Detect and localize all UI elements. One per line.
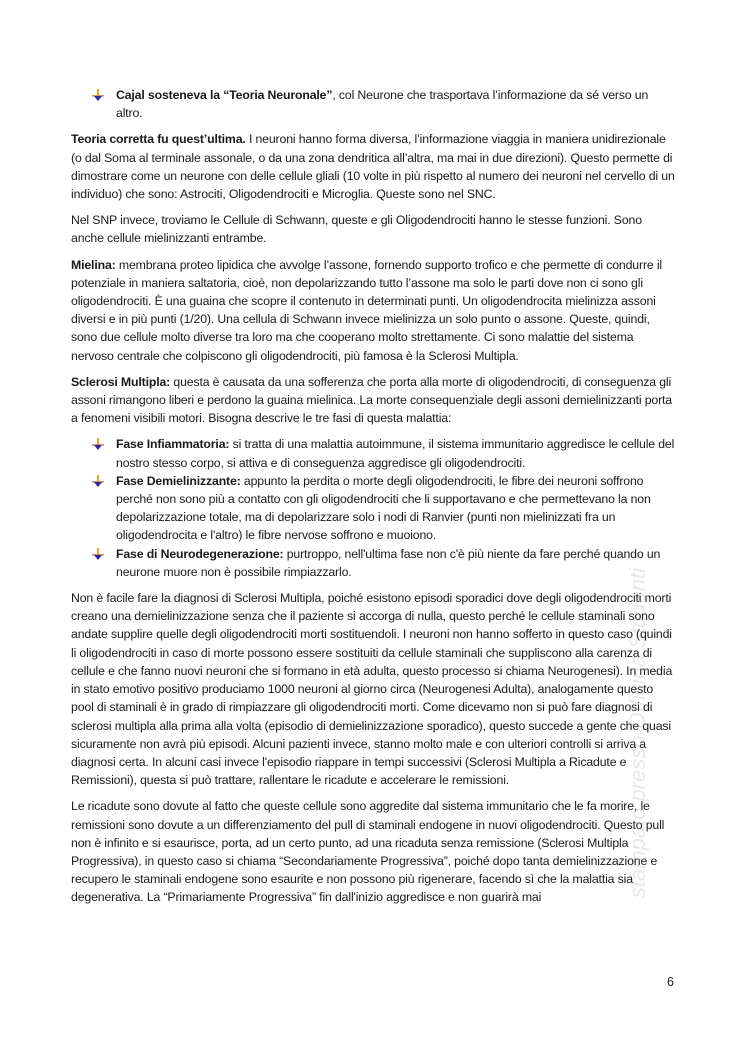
arrow-down-bullet-icon [92, 475, 104, 487]
paragraph-text: questa è causata da una sofferenza che porta alla morte di oligodendrociti, di conseguenza gli assoni rimangono liberi e perdono la guaina mielinica. La morte consequenziale degli assoni demielinizzanti porta a fenomeni visibili motori. Bisogna descrive le tre fasi di questa malattia: [71, 374, 672, 426]
watermark: stampato presso Officina Studenti [625, 567, 650, 899]
paragraph-diagnosi: Non è facile fare la diagnosi di Sclerosi Multipla, poiché esistono episodi sporadici dove degli oligodendrociti morti creano una demielinizzazione senza che il paziente si accorga di nulla, questo perché le cellule staminali sono andate supplire quelle degli oligodendrociti morti sostituendoli. I neuroni non hanno sofferto in questo caso (quindi li oligodendrociti in caso di morte possono essere sostituiti da cellule staminali che suppliscono alla carenza di cellule e che fanno nuovi neuroni che si formano in età adulta, questo processo si chiama Neurogenesi). In media in stato emotivo positivo produciamo 1000 neuroni al giorno circa (Neurogenesi Adulta), analogamente questo pool di staminali è in grado di rimpiazzare gli oligodendrociti morti. Come dicevamo non si può fare diagnosi di sclerosi multipla alla prima alla volta (episodio di demielinizzazione sporadico), questo succede a gente che quasi sicuramente non avrà più episodi. Alcuni pazienti invece, stanno molto male e con ulteriori controlli si arriva a diagnosi certa. In alcuni casi invece l'episodio riappare in tempi successivi (Sclerosi Multipla a Ricadute e Remissioni), questa si può trattare, rallentare le ricadute e accelerare le remissioni. [71, 591, 673, 788]
page-number: 6 [667, 975, 674, 989]
paragraph-ricadute: Le ricadute sono dovute al fatto che queste cellule sono aggredite dal sistema immunitario che le fa morire, le remissioni sono dovute a un differenziamento del pull di staminali endogene in nuovi oligodendrociti. Questo pull non è infinito e si esaurisce, porta, ad un certo punto, ad una ricaduta senza remissione (Sclerosi Multipla Progressiva), in questo caso si chiama “Secondariamente Progressiva”, poiché dopo tanta demielinizzazione e recupero le staminali endogene sono esaurite e non possono più rigenerare, facendo sì che la malattia sia degenerativa. La “Primariamente Progressiva” fin dall'inizio aggredisce e non guarirà mai [71, 799, 665, 905]
bullet-item [116, 86, 677, 122]
paragraph-heading: Mielina: [71, 257, 116, 272]
phase-item [116, 545, 677, 581]
phase-title: Fase Demielinizzante: [116, 473, 241, 488]
paragraph-heading: Sclerosi Multipla: [71, 374, 171, 389]
arrow-down-bullet-icon [92, 438, 104, 450]
paragraph-snp [71, 211, 677, 247]
phase-item [116, 435, 677, 471]
phases-list [71, 435, 677, 581]
phase-text: purtroppo, nell'ultima fase non c'è più niente da fare perché quando un neurone muore non è possibile rimpiazzarlo. [116, 546, 661, 579]
phase-item [116, 472, 677, 545]
phase-text: appunto la perdita o morte degli oligodendrociti, le fibre dei neuroni soffrono perché non sono più a contatto con gli oligodendrociti che li supportavano e che permettevano la non depolarizzazione totale, ma di depolarizzare solo i nodi di Ranvier (punti non mielinizzati fra un oligodendrocita e l'altro) le fibre nervose soffrono e muoiono. [116, 473, 651, 543]
arrow-down-bullet-icon [92, 89, 104, 101]
paragraph-sclerosi [71, 373, 677, 428]
paragraph-text: I neuroni hanno forma diversa, l’informazione viaggia in maniera unidirezionale (o dal Soma al terminale assonale, o da una zona dendritica all’altra, ma mai in due direzioni). Questo permette di dimostrare come un neurone con delle cellule gliali (10 volte in più rispetto al numero dei neuroni nel cervello di un individuo) che sono: Astrociti, Oligodendrociti e Microglia. Queste sono nel SNC. [71, 132, 675, 202]
phase-text: si tratta di una malattia autoimmune, il sistema immunitario aggredisce le cellule del nostro stesso corpo, si attiva e di conseguenza aggredisce gli oligodendrociti. [116, 437, 675, 470]
paragraph-heading: Teoria corretta fu quest’ultima. [71, 132, 246, 147]
bullet-bold-text: Cajal sosteneva la “Teoria Neuronale” [116, 88, 333, 102]
bullet-text: , col Neurone che trasportava l’informazione da sé verso un altro. [116, 88, 649, 121]
document-page [71, 86, 677, 915]
paragraph-mielina [71, 256, 677, 365]
paragraph-text: Nel SNP invece, troviamo le Cellule di Schwann, queste e gli Oligodendrociti hanno le stesse funzioni. Sono anche cellule mielinizzanti entrambe. [71, 213, 642, 246]
intro-bullet-list [71, 86, 677, 122]
phase-title: Fase di Neurodegenerazione: [116, 546, 284, 561]
paragraph-teoria [71, 130, 677, 203]
paragraph-text: membrana proteo lipidica che avvolge l’assone, fornendo supporto trofico e che permette di condurre il potenziale in maniera saltatoria, cioè, non depolarizzando tutto l’assone ma solo le parti dove non ci sono gli oligodendrociti. È una guaina che scopre il contenuto in determinati punti. Un oligodendrocita mielinizza assoni diversi e in più punti (1/20). Una cellula di Schwann invece mielinizza un solo punto o assone. Queste, quindi, sono due cellule molto diverse tra loro ma che cooperano molto strettamente. Ci sono malattie del sistema nervoso centrale che colpiscono gli oligodendrociti, più famosa è la Sclerosi Multipla. [71, 257, 663, 363]
arrow-down-bullet-icon [92, 548, 104, 560]
phase-title: Fase Infiammatoria: [116, 437, 230, 452]
